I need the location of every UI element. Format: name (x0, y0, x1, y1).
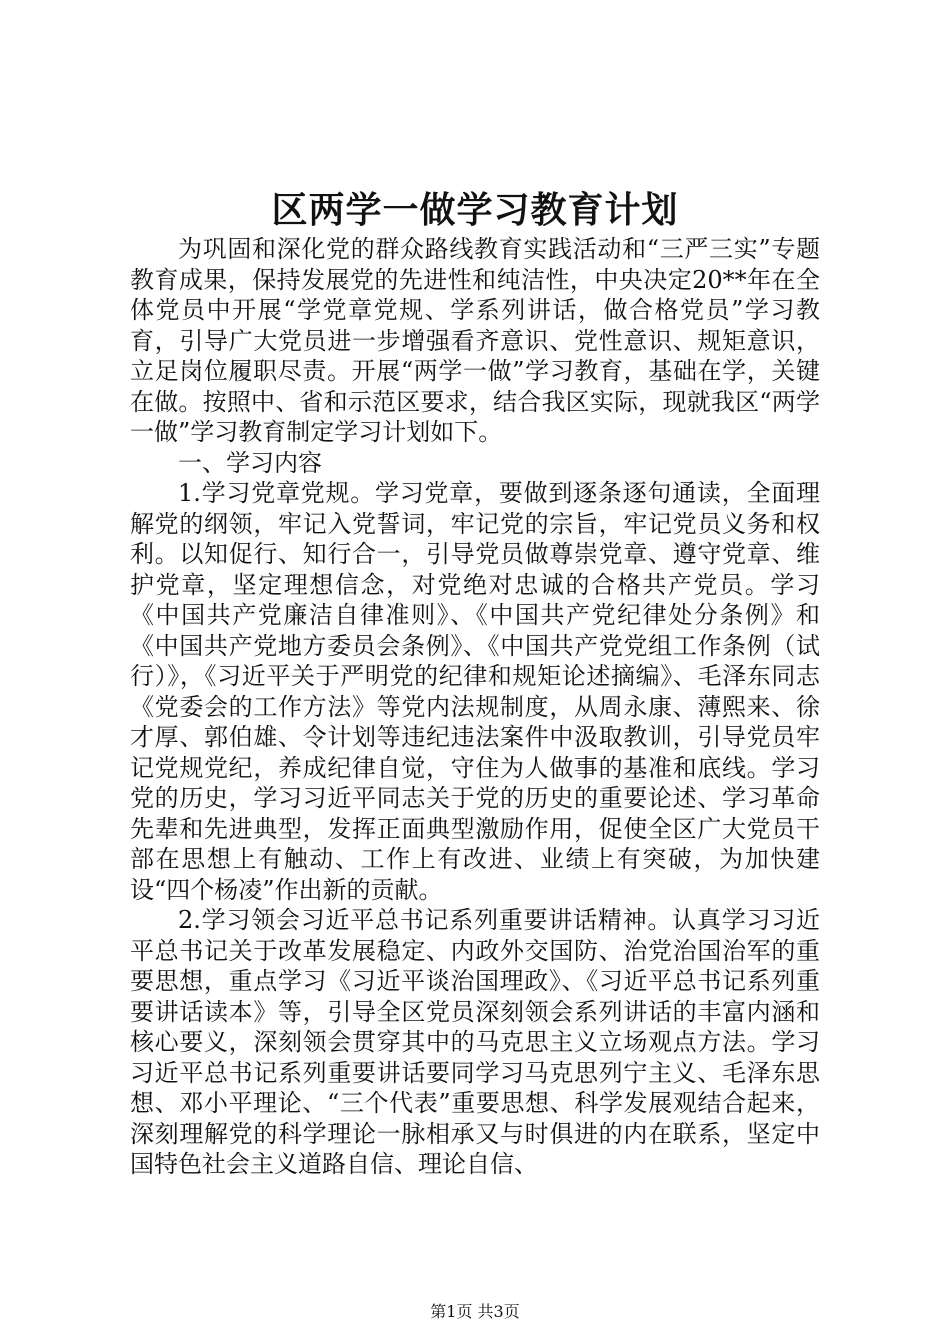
intro-paragraph: 为巩固和深化党的群众路线教育实践活动和“三严三实”专题教育成果，保持发展党的先进性和纯洁性，中央决定20**年在全体党员中开展“学党章党规、学系列讲话，做合格党员”学习教育，引导广大党员进一步增强看齐意识、党性意识、规矩意识，立足岗位履职尽责。开展“两学一做”学习教育，基础在学，关键在做。按照中、省和示范区要求，结合我区实际，现就我区“两学一做”学习教育制定学习计划如下。 (130, 235, 820, 446)
paragraph-party-rules: 1.学习党章党规。学习党章，要做到逐条逐句通读，全面理解党的纲领，牢记入党誓词，牢记党的宗旨，牢记党员义务和权利。以知促行、知行合一，引导党员做尊崇党章、遵守党章、维护党章，坚定理想信念，对党绝对忠诚的合格共产党员。学习《中国共产党廉洁自律准则》、《中国共产党纪律处分条例》和《中国共产党地方委员会条例》、《中国共产党党组工作条例（试行）》，《习近平关于严明党的纪律和规矩论述摘编》、毛泽东同志《党委会的工作方法》等党内法规制度，从周永康、薄熙来、徐才厚、郭伯雄、令计划等违纪违法案件中汲取教训，引导党员牢记党规党纪，养成纪律自觉，守住为人做事的基准和底线。学习党的历史，学习习近平同志关于党的历史的重要论述、学习革命先辈和先进典型，发挥正面典型激励作用，促使全区广大党员干部在思想上有触动、工作上有改进、业绩上有突破，为加快建设“四个杨凌”作出新的贡献。 (130, 479, 820, 904)
document-body (130, 234, 820, 1180)
page-footer: 第1页 共3页 (430, 1302, 520, 1321)
section-heading-study-content: 一、学习内容 (178, 448, 322, 477)
paragraph-speeches: 2.学习领会习近平总书记系列重要讲话精神。认真学习习近平总书记关于改革发展稳定、内政外交国防、治党治国治军的重要思想，重点学习《习近平谈治国理政》、《习近平总书记系列重要讲话读本》等，引导全区党员深刻领会系列讲话的丰富内涵和核心要义，深刻领会贯穿其中的马克思主义立场观点方法。学习习近平总书记系列重要讲话要同学习马克思列宁主义、毛泽东思想、邓小平理论、“三个代表”重要思想、科学发展观结合起来，深刻理解党的科学理论一脉相承又与时俱进的内在联系，坚定中国特色社会主义道路自信、理论自信、 (130, 906, 820, 1178)
document-title: 区两学一做学习教育计划 (271, 189, 679, 231)
